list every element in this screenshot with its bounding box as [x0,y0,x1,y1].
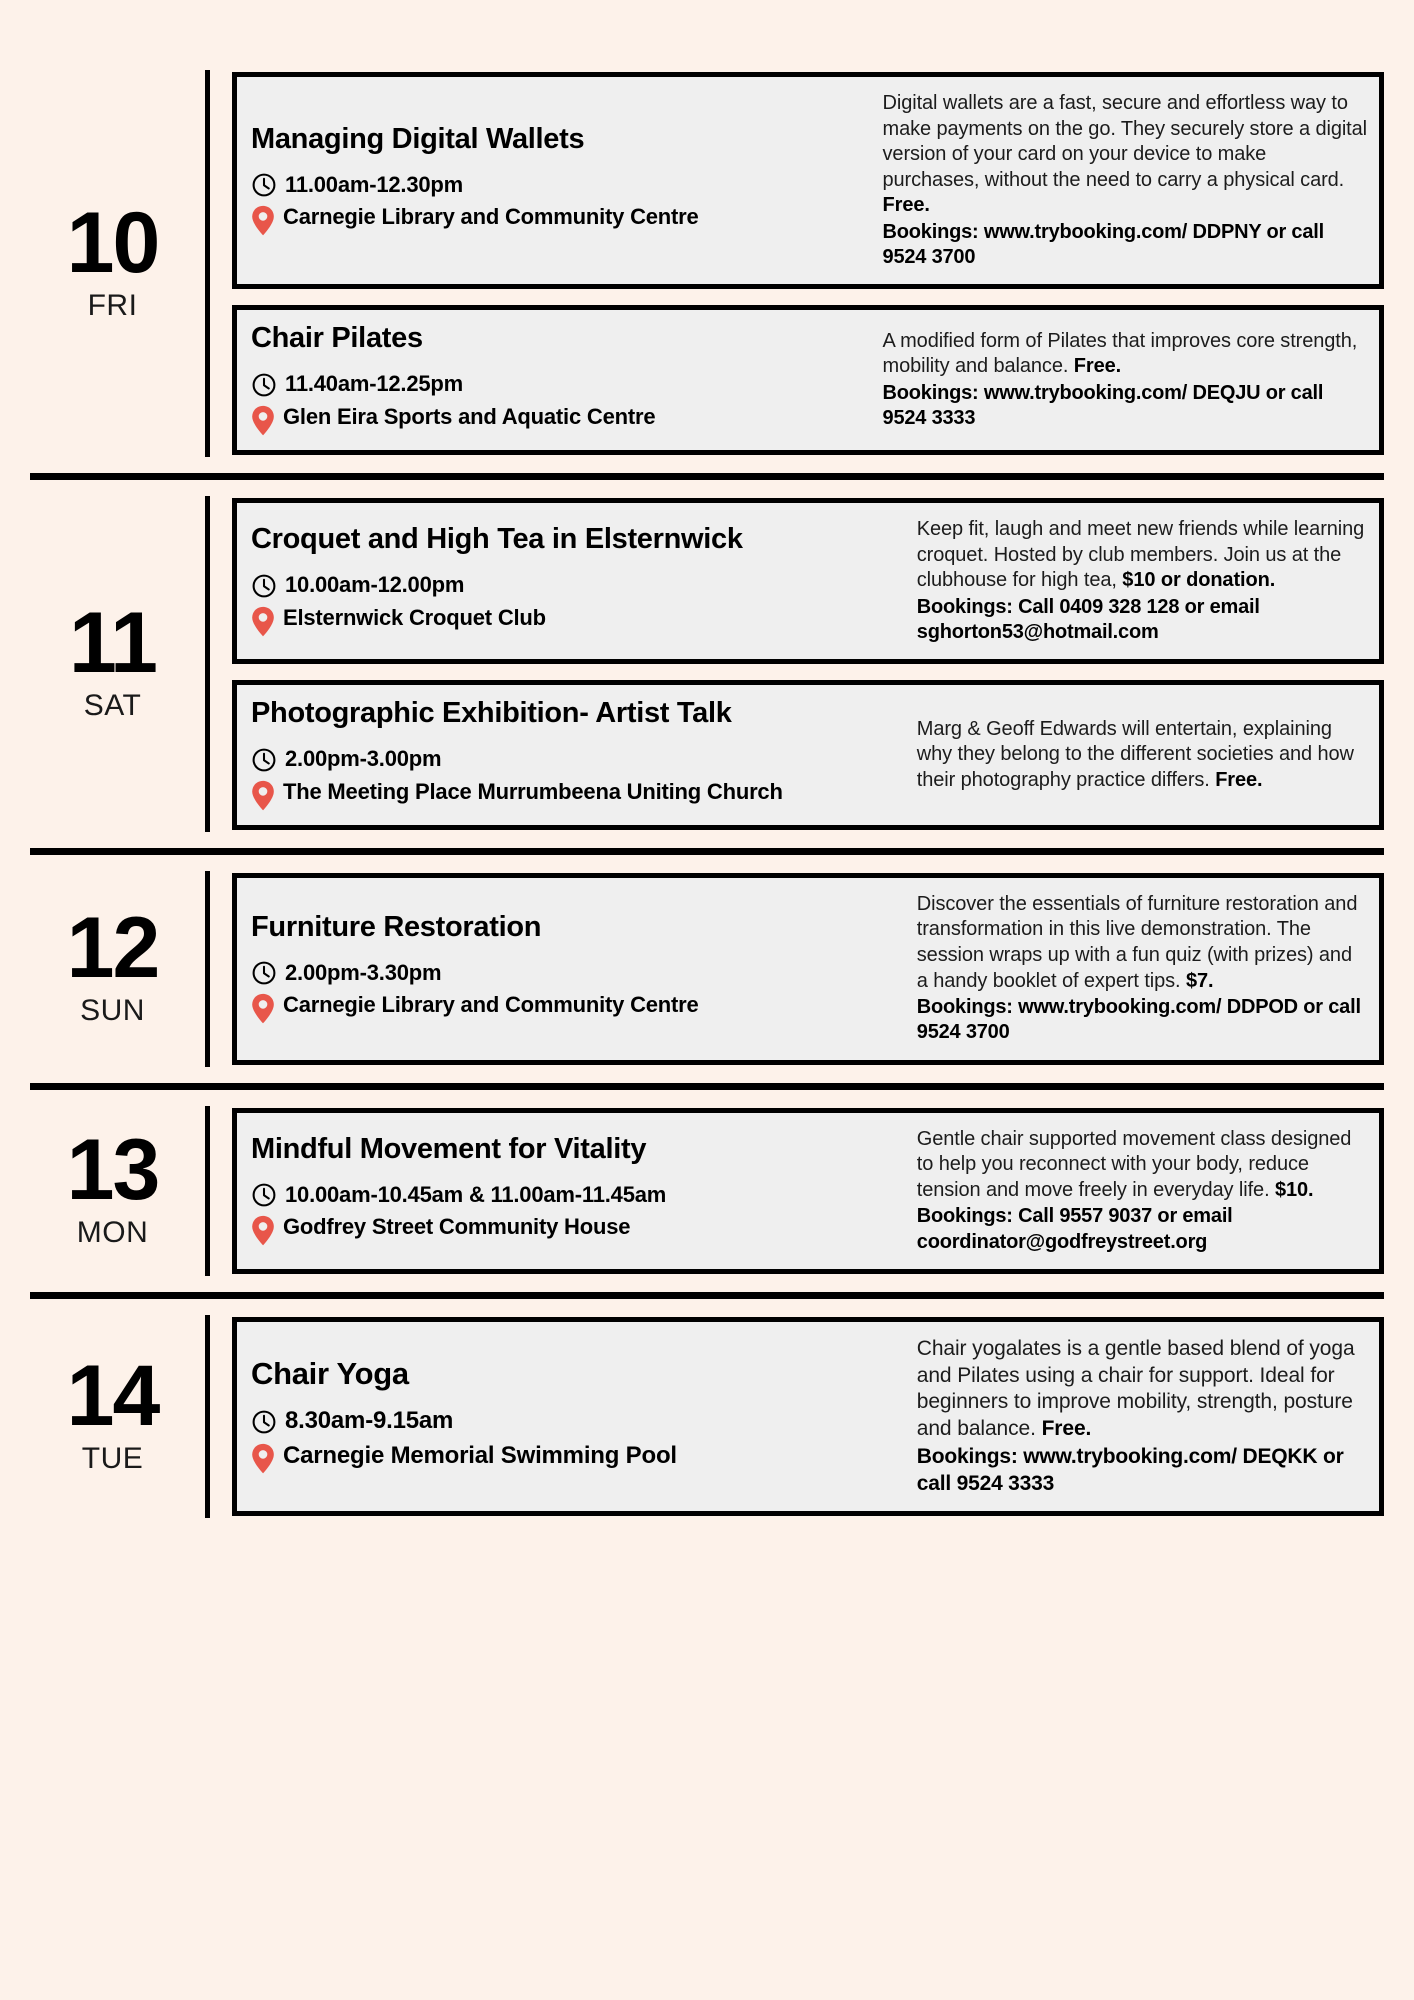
day-weekday: SUN [80,994,145,1028]
event-venue-row [251,779,901,811]
event-title: Furniture Restoration [251,910,542,943]
event-card[interactable] [232,680,1384,830]
day-number: 11 [69,595,156,692]
day-label-column [30,70,205,457]
clock-icon [251,747,277,773]
event-booking-info: Bookings: www.trybooking.com/ DDPNY or call 9524 3700 [882,220,1324,269]
event-card[interactable] [232,72,1384,289]
event-title: Managing Digital Wallets [251,122,585,155]
event-title: Photographic Exhibition- Artist Talk [251,697,732,730]
event-primary-info [237,77,877,284]
day-number: 13 [66,1122,159,1219]
event-title: Chair Pilates [251,322,423,355]
day-weekday: FRI [87,289,138,323]
day-group [30,1315,1384,1518]
event-venue: Carnegie Library and Community Centre [283,204,699,230]
event-description: Discover the essentials of furniture restoration and transformation in this live demonstration. The session wraps up with a fun quiz (with prizes) and a handy booklet of expert tips. $7. [916,892,1358,992]
map-pin-icon [251,1443,275,1474]
event-booking-info: Bookings: www.trybooking.com/ DEQJU or call 9524 3333 [882,382,1324,430]
day-separator [30,848,1384,855]
event-description: Keep fit, laugh and meet new friends while learning croquet. Hosted by club members. Join us at the clubhouse for high tea, $10 or donation. [916,518,1365,592]
event-time: 11.40am-12.25pm [285,371,464,397]
event-title: Croquet and High Tea in Elsternwick [251,523,743,556]
event-booking-info: Bookings: www.trybooking.com/ DDPOD or call 9524 3700 [916,996,1361,1044]
day-group [30,871,1384,1067]
event-time-row [251,1407,901,1436]
day-vertical-rule [205,496,210,832]
event-price: $10 or donation. [1122,569,1276,592]
day-label-column [30,496,205,832]
event-details [911,878,1379,1060]
event-time-row [251,572,901,599]
event-time-row [251,746,901,773]
day-vertical-rule [205,1106,210,1276]
day-weekday: SAT [83,689,142,723]
map-pin-icon [251,993,275,1024]
day-groups-container [30,70,1384,1518]
day-weekday: MON [76,1216,149,1250]
map-pin-icon [251,205,275,236]
day-events-list [232,496,1384,832]
event-primary-info [237,878,911,1060]
event-details [911,1322,1379,1511]
event-primary-info [237,1113,911,1269]
event-primary-info [237,685,911,825]
day-group [30,70,1384,457]
event-card[interactable] [232,1108,1384,1274]
clock-icon [251,172,277,198]
event-venue: Carnegie Library and Community Centre [283,992,699,1018]
event-description: Gentle chair supported movement class designed to help you reconnect with your body, reduce tension and move freely in everyday life. $10. [916,1127,1352,1201]
day-number: 14 [66,1347,159,1444]
event-time: 8.30am-9.15am [285,1407,454,1435]
day-vertical-rule [205,871,210,1067]
event-time-row [251,171,867,198]
day-separator [30,1083,1384,1090]
clock-icon [251,1409,277,1435]
day-events-list [232,1315,1384,1518]
day-events-list [232,70,1384,457]
clock-icon [251,573,277,599]
event-venue-row [251,605,901,637]
clock-icon [251,372,277,398]
day-label-column [30,1315,205,1518]
event-venue-row [251,1442,901,1474]
event-description: Marg & Geoff Edwards will entertain, explaining why they belong to the different societies and how their photography practice differs. Free. [916,717,1354,791]
day-separator [30,473,1384,480]
event-primary-info [237,310,877,450]
event-time-row [251,1181,901,1208]
event-venue-row [251,404,867,436]
event-primary-info [237,503,911,659]
event-time: 11.00am-12.30pm [285,171,464,197]
event-booking-info: Bookings: www.trybooking.com/ DEQKK or call 9524 3333 [916,1445,1344,1495]
event-booking-info: Bookings: Call 0409 328 128 or email sghorton53@hotmail.com [916,595,1260,643]
map-pin-icon [251,405,275,436]
event-card[interactable] [232,305,1384,455]
clock-icon [251,960,277,986]
map-pin-icon [251,606,275,637]
event-booking-info: Bookings: Call 9557 9037 or email coordinator@godfreystreet.org [916,1205,1233,1253]
event-price: Free. [1041,1417,1092,1441]
event-time: 10.00am-12.00pm [285,572,465,598]
event-price: $10. [1274,1178,1314,1201]
event-venue-row [251,204,867,236]
event-description: Chair yogalates is a gentle based blend of yoga and Pilates using a chair for support. Ideal for beginners to improve mobility, strength, posture and balance. Free. [916,1336,1355,1441]
day-events-list [232,1106,1384,1276]
day-number: 10 [66,194,159,291]
day-group [30,1106,1384,1276]
event-venue-row [251,1214,901,1246]
event-primary-info [237,1322,911,1511]
event-venue-row [251,992,901,1024]
event-card[interactable] [232,1317,1384,1516]
event-details [877,77,1379,284]
event-details [911,685,1379,825]
event-price: Free. [1073,355,1122,378]
event-price: Free. [1215,768,1263,791]
event-details [911,1113,1379,1269]
day-number: 12 [66,900,159,997]
event-description: Digital wallets are a fast, secure and effortless way to make payments on the go. They securely store a digital version of your card on your device to make purchases, without the need to carry a physical card. Free. [882,92,1368,217]
event-time: 2.00pm-3.30pm [285,959,442,985]
day-events-list [232,871,1384,1067]
map-pin-icon [251,1215,275,1246]
event-title: Chair Yoga [251,1355,409,1391]
event-details [911,503,1379,659]
event-details [877,310,1379,450]
day-vertical-rule [205,1315,210,1518]
event-venue: Godfrey Street Community House [283,1214,631,1240]
event-venue: Carnegie Memorial Swimming Pool [283,1442,677,1470]
map-pin-icon [251,780,275,811]
day-label-column [30,1106,205,1276]
day-weekday: TUE [81,1441,144,1475]
event-title: Mindful Movement for Vitality [251,1132,647,1165]
event-description: A modified form of Pilates that improves core strength, mobility and balance. Free. [882,329,1358,378]
day-label-column [30,871,205,1067]
event-card[interactable] [232,873,1384,1065]
event-price: $7. [1185,969,1214,992]
day-group [30,496,1384,832]
event-venue: Elsternwick Croquet Club [283,604,546,630]
event-price: Free. [882,194,930,217]
event-card[interactable] [232,498,1384,664]
event-time-row [251,371,867,398]
event-time: 10.00am-10.45am & 11.00am-11.45am [285,1181,667,1207]
event-time-row [251,959,901,986]
clock-icon [251,1182,277,1208]
event-time: 2.00pm-3.00pm [285,745,442,771]
event-venue: The Meeting Place Murrumbeena Uniting Church [283,778,783,804]
day-vertical-rule [205,70,210,457]
day-separator [30,1292,1384,1299]
event-venue: Glen Eira Sports and Aquatic Centre [283,403,656,429]
